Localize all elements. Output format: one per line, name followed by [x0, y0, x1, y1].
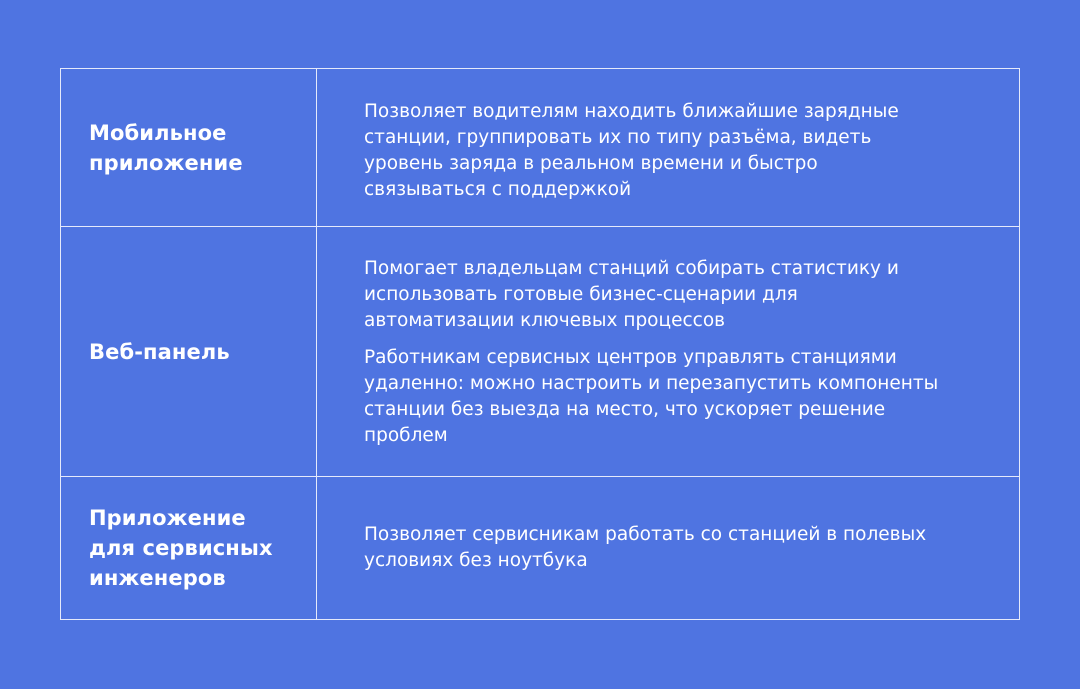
row-description: Позволяет водителям находить ближайшие зарядные станции, группировать их по типу разъёма, видеть уровень заряда в реальном времени и быстро связываться с поддержкой: [364, 100, 899, 200]
features-table: [60, 68, 1020, 620]
row-description: Позволяет сервисникам работать со станцией в полевых условиях без ноутбука: [364, 524, 927, 571]
row-label: Приложение для сервисных инженеров: [89, 506, 273, 590]
row-description-cell: [317, 227, 1019, 476]
row-label: Мобильное приложение: [89, 120, 243, 175]
row-label-cell: [61, 69, 317, 226]
row-description-cell: [317, 477, 1019, 619]
row-description: Работникам сервисных центров управлять станциями удаленно: можно настроить и перезапустить компоненты станции без выезда на место, что ускоряет решение проблем: [364, 347, 939, 446]
table-row-web-panel: [61, 226, 1019, 476]
row-label: Веб-панель: [89, 339, 230, 364]
row-label-cell: [61, 227, 317, 476]
row-label-cell: [61, 477, 317, 619]
table-row-service-engineers-app: [61, 476, 1019, 619]
table-row-mobile-app: [61, 69, 1019, 226]
row-description: Помогает владельцам станций собирать статистику и использовать готовые бизнес-сценарии для автоматизации ключевых процессов: [364, 258, 899, 331]
row-description-cell: [317, 69, 1019, 226]
